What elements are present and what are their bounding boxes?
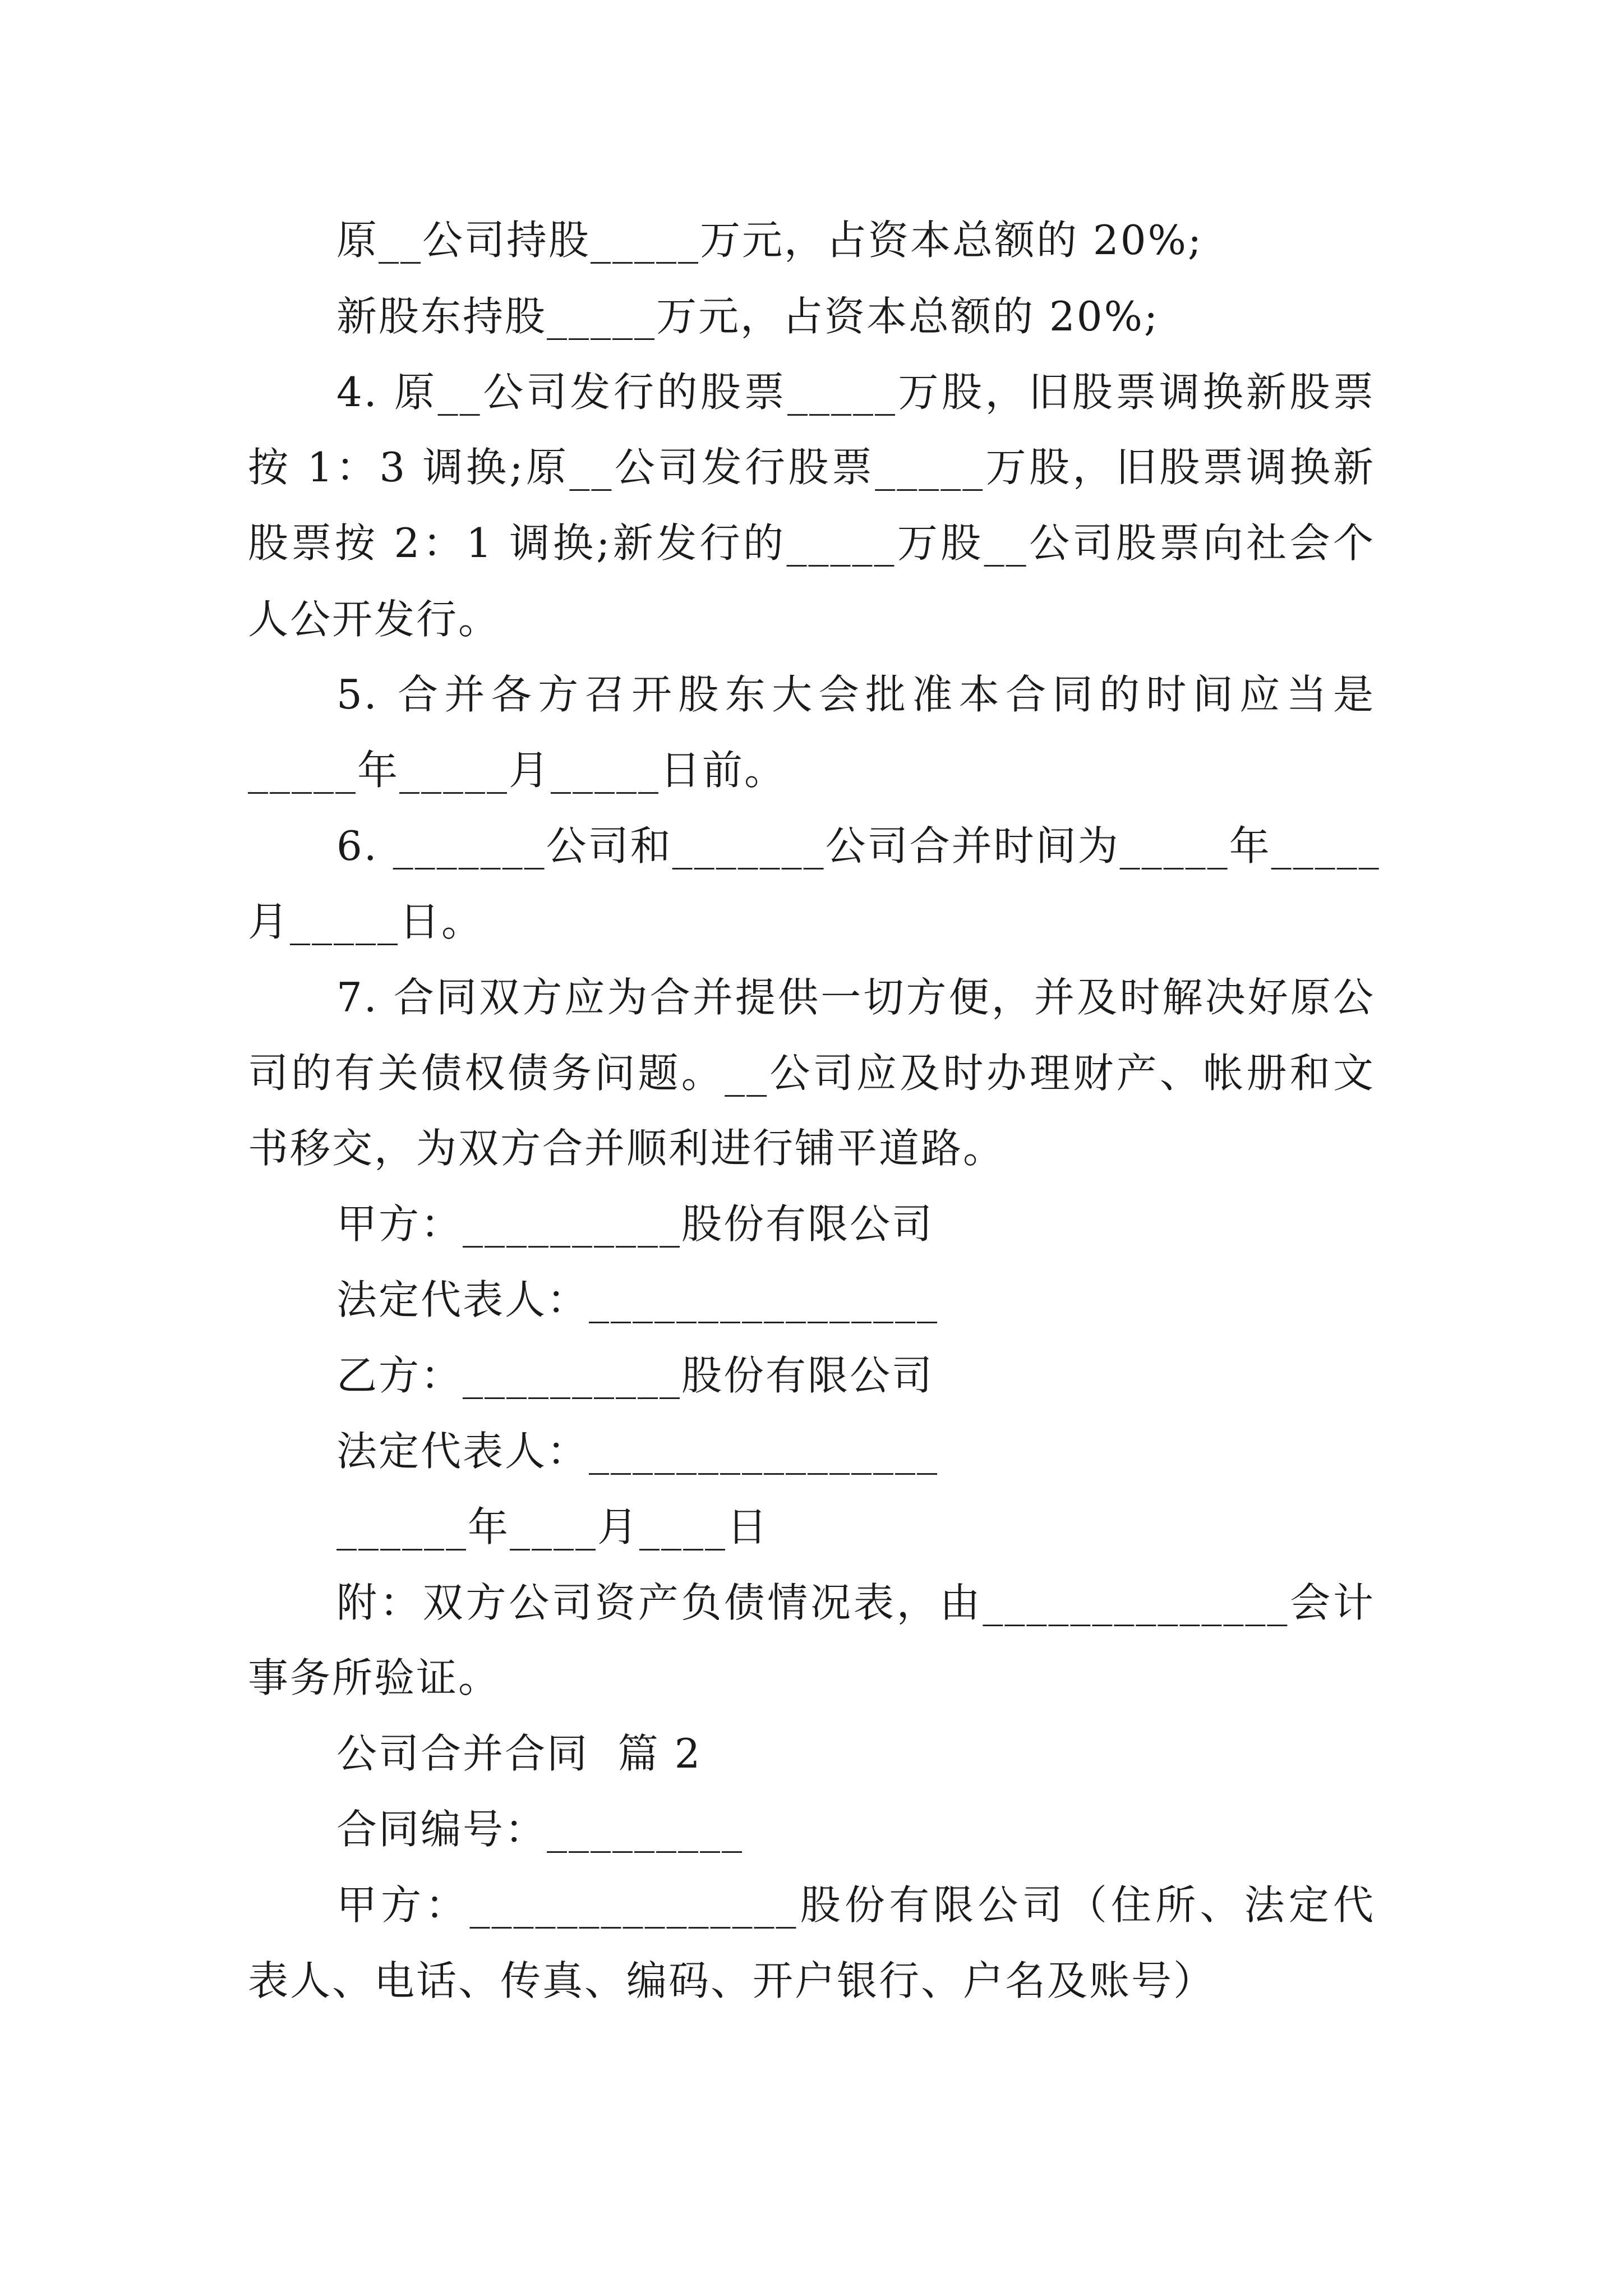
paragraph-line: 附：双方公司资产负债情况表，由______________会计	[336, 1579, 1375, 1626]
paragraph-line: 股票按 2：1 调换;新发行的_____万股__公司股票向社会个	[248, 519, 1375, 567]
contract-number-line: 合同编号：_________	[336, 1806, 744, 1853]
paragraph-line: 7. 合同双方应为合并提供一切方便，并及时解决好原公	[336, 974, 1375, 1021]
paragraph-line: 6. _______公司和_______公司合并时间为_____年_____	[336, 822, 1381, 869]
paragraph-line: 月_____日。	[248, 898, 484, 945]
paragraph-line: 人公开发行。	[248, 596, 501, 643]
paragraph-line: 事务所验证。	[248, 1654, 501, 1701]
signature-rep-a: 法定代表人：________________	[336, 1276, 939, 1323]
signature-rep-b: 法定代表人：________________	[336, 1428, 939, 1475]
paragraph-line: 书移交，为双方合并顺利进行铺平道路。	[248, 1125, 1006, 1172]
paragraph-line: 司的有关债权债务问题。__公司应及时办理财产、帐册和文	[248, 1050, 1375, 1097]
signature-party-a: 甲方：__________股份有限公司	[336, 1200, 934, 1248]
paragraph-line: 5. 合并各方召开股东大会批准本合同的时间应当是	[336, 671, 1375, 718]
paragraph-line: 新股东持股_____万元，占资本总额的 20%;	[336, 293, 1160, 340]
signature-party-b: 乙方：__________股份有限公司	[336, 1352, 934, 1399]
paragraph-line: 按 1：3 调换;原__公司发行股票_____万股，旧股票调换新	[248, 444, 1375, 491]
paragraph-line: 表人、电话、传真、编码、开户银行、户名及账号）	[248, 1957, 1216, 2004]
paragraph-line: 4. 原__公司发行的股票_____万股，旧股票调换新股票	[336, 369, 1375, 416]
paragraph-line: _____年_____月_____日前。	[248, 747, 787, 794]
signature-date: ______年____月____日	[336, 1503, 769, 1550]
paragraph-line: 原__公司持股_____万元，占资本总额的 20%;	[336, 217, 1204, 264]
paragraph-line: 甲方：_______________股份有限公司（住所、法定代	[336, 1881, 1375, 1929]
section-heading: 公司合并合同 篇 2	[336, 1730, 702, 1777]
